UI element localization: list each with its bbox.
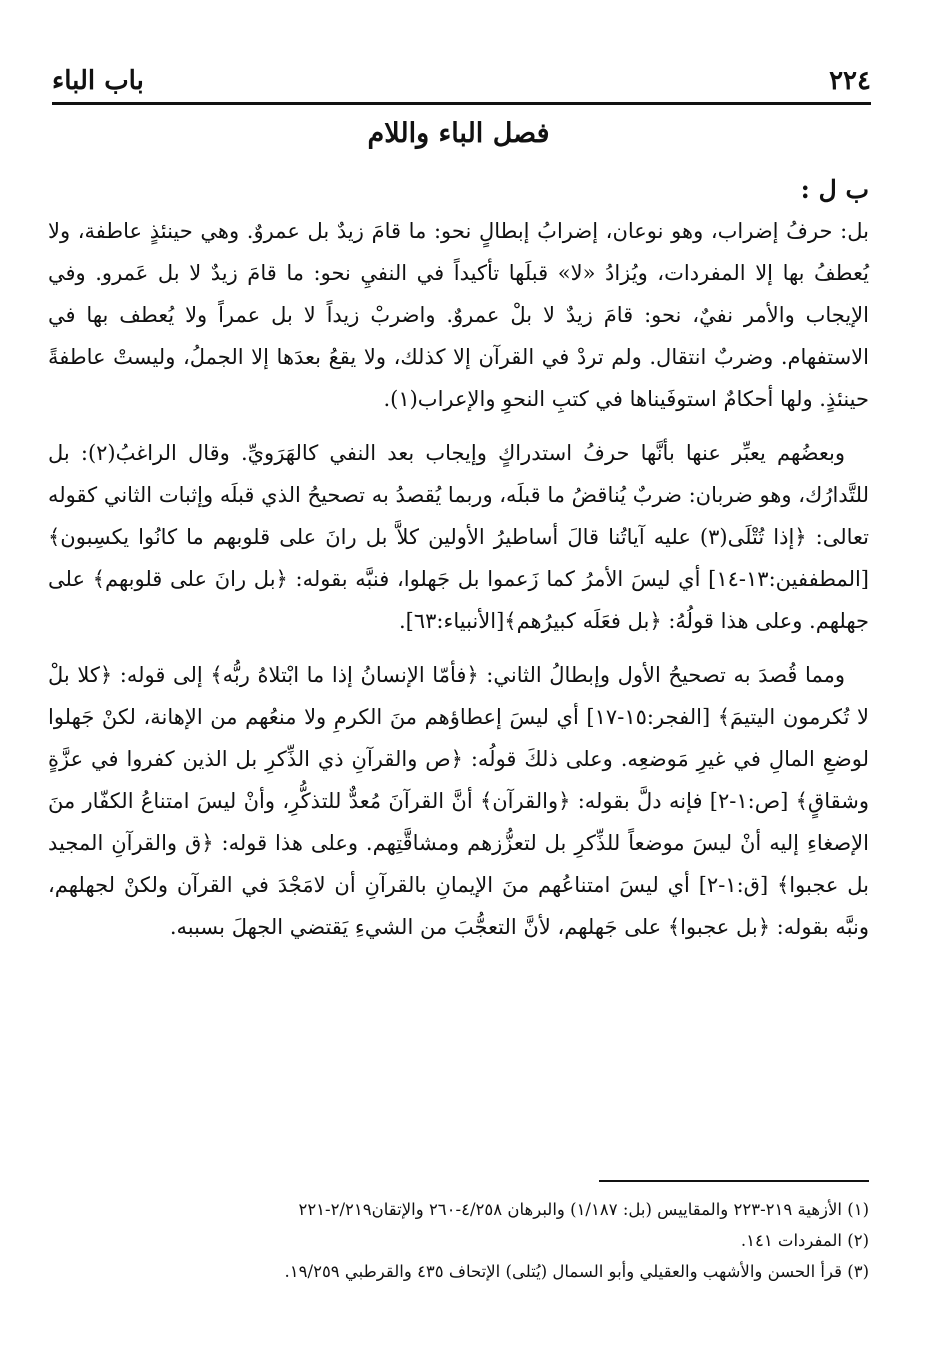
footnote-2: (٢) المفردات ١٤١.: [740, 1231, 869, 1250]
footnote-3: (٣) قرأ الحسن والأشهب والعقيلي وأبو السمال (يُتلى) الإتحاف ٤٣٥ والقرطبي ١٩/٢٥٩.: [284, 1262, 869, 1281]
footnote-divider: [599, 1180, 869, 1182]
main-text: [48, 118, 869, 960]
section-title: فصل الباء واللام: [367, 118, 550, 149]
footnote-1: (١) الأزهية ٢١٩-٢٢٣ والمقاييس (بل: ١/١٨٧) والبرهان ٤/٢٥٨-٢٦٠ والإتقان٢/٢١٩-٢٢١: [298, 1200, 869, 1219]
paragraph-istidrak: وبعضُهم يعبِّر عنها بأنَّها حرفُ استدراكٍ وإيجاب بعد النفي كالهَرَويِّ. وقال الراغبُ(٢): بل للتَّدارُك، وهو ضربان: ضربٌ يُناقضُ ما قبلَه، وربما يُقصدُ به تصحيحُ الذي قبلَه وإثبات الثاني كقوله تعالى: ﴿إذا تُتْلَى(٣) عليه آياتُنا قالَ أساطيرُ الأولين كلاَّ بل رانَ على قلوبهم ما كانُوا يكسِبون﴾ [المطففين:١٣-١٤] أي ليسَ الأمرُ كما زَعموا بل جَهلوا، فنبَّه بقوله: ﴿بل رانَ على قلوبهم﴾ على جهلهم. وعلى هذا قولُهُ: ﴿بل فعَلَه كبيرُهم﴾[الأنبياء:٦٣].: [48, 441, 870, 633]
entry-root: ب ل :: [800, 175, 869, 204]
running-title: باب الباء: [52, 66, 144, 96]
page-number: ٢٢٤: [829, 66, 871, 96]
footnotes: [48, 1194, 869, 1287]
paragraph-bal-definition: بل: حرفُ إضراب، وهو نوعان، إضرابُ إبطالٍ نحو: ما قامَ زيدٌ بل عمروٌ. وهي حينئذٍ عاطفة، ولا يُعطفُ بها إلا المفردات، ويُزادُ «لا» قبلَها تأكيداً في النفيِ نحو: ما قامَ زيدٌ لا بل عَمرو. وفي الإيجاب والأمر نفيٌ، نحو: قامَ زيدٌ لا بلْ عمروٌ. واضربْ زيداً لا بل عمراً ولا يُعطف بها في الاستفهام. وضربٌ انتقال. ولم تردْ في القرآن إلا كذلك، ولا يقعُ بعدَها إلا الجملُ، وليستْ عاطفةً حينئذٍ. ولها أحكامٌ استوفَيناها في كتبِ النحوِ والإعراب(١).: [48, 219, 869, 411]
paragraph-tashih: ومما قُصدَ به تصحيحُ الأول وإبطالُ الثاني: ﴿فأمّا الإنسانُ إذا ما ابْتلاهُ ربُّه﴾ إلى قوله: ﴿كلا بلْ لا تُكرمون اليتيمَ﴾ [الفجر:١٥-١٧] أي ليسَ إعطاؤهم منَ الكرمِ ولا منعُهم من الإهانة، لكنْ جَهلوا لوضعِ المالِ في غيرِ مَوضعِه. وعلى ذلكَ قولُه: ﴿ص والقرآنِ ذي الذِّكرِ بل الذين كفروا في عزَّةٍ وشقاقٍ﴾ [ص:١-٢] فإنه دلَّ بقوله: ﴿والقرآن﴾ أنَّ القرآنَ مُعدٌّ للتذكُّرِ، وأنْ ليسَ امتناعُ الكفّار منَ الإصغاءِ إليه أنْ ليسَ موضعاً للذِّكرِ بل لتعزُّزهم ومشاقَّتِهم. وعلى هذا قوله: ﴿ق والقرآنِ المجيد بل عجبوا﴾ [ق:١-٢] أي ليسَ امتناعُهم منَ الإيمانِ بالقرآنِ أن لامَجْدَ في القرآن ولكنْ لجهلهم، ونبَّه بقوله: ﴿بل عجبوا﴾ على جَهلهم، لأنَّ التعجُّبَ من الشيءِ يَقتضي الجهلَ بسببه.: [48, 663, 870, 939]
page-header: [52, 52, 871, 105]
